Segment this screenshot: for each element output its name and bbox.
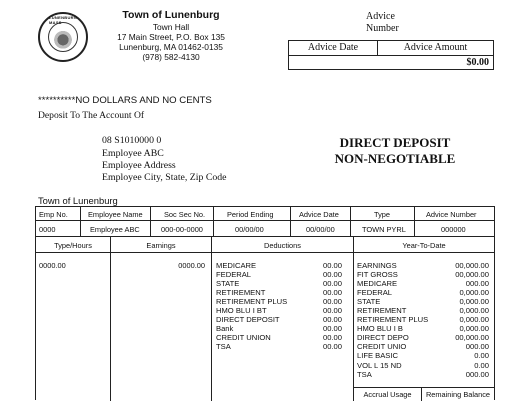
deductions-labels: MEDICARE FEDERAL STATE RETIREMENT RETIREMENT PLUS HMO BLU I BT DIRECT DEPOSIT Bank CREDIT UNION TSA — [216, 261, 288, 352]
col-employee-name: Employee Name — [88, 210, 143, 219]
val-employee-name: Employee ABC — [90, 225, 140, 234]
section-year-to-date: Year-To-Date — [402, 241, 446, 250]
advice-amount-header: Advice Amount — [403, 42, 468, 53]
accrual-usage-label: Accrual Usage — [363, 390, 412, 399]
val-emp-no: 0000 — [39, 225, 56, 234]
town-seal-icon — [38, 12, 88, 62]
val-soc-sec-no: 000-00-0000 — [161, 225, 203, 234]
town-dept: Town Hall — [152, 22, 190, 32]
seal-text: LUNENBURG MASS — [49, 15, 78, 25]
advice-date-header: Advice Date — [307, 42, 359, 53]
col-type: Type — [374, 210, 391, 219]
col-advice-number: Advice Number — [426, 210, 477, 219]
advice-label: Advice — [366, 11, 395, 22]
seal-emblem-icon — [48, 22, 78, 52]
ytd-values: 00,000.00 00,000.00 000.00 0,000.00 0,000.00 0,000.00 0,000.00 0,000.00 00,000.00 000.00 0.00 0.00 000.00 — [455, 261, 489, 379]
col-period-ending: Period Ending — [227, 210, 274, 219]
direct-deposit-notice: DIRECT DEPOSIT — [339, 135, 451, 150]
account-address: Employee Address — [102, 160, 176, 171]
town-city: Lunenburg, MA 01462-0135 — [119, 42, 223, 52]
town-street: 17 Main Street, P.O. Box 135 — [117, 32, 225, 42]
remaining-balance-label: Remaining Balance — [425, 390, 491, 399]
town-name: Town of Lunenburg — [122, 9, 220, 21]
type-hours-value: 0000.00 — [39, 261, 66, 270]
col-soc-sec-no: Soc Sec No. — [164, 210, 206, 219]
val-period-ending: 00/00/00 — [235, 225, 264, 234]
advice-box — [288, 40, 494, 70]
town-phone: (978) 582-4130 — [142, 52, 200, 62]
stub-title: Town of Lunenburg — [38, 195, 118, 206]
advice-number-label: Number — [366, 23, 399, 34]
advice-amount: $0.00 — [466, 57, 489, 68]
section-type-hours: Type/Hours — [54, 241, 92, 250]
non-negotiable-notice: NON-NEGOTIABLE — [334, 151, 456, 166]
col-emp-no: Emp No. — [39, 210, 68, 219]
deposit-to-label: Deposit To The Account Of — [38, 110, 145, 121]
deductions-values: 00.00 00.00 00.00 00.00 00.00 00.00 00.00 00.00 00.00 00.00 — [322, 261, 342, 352]
ytd-labels: EARNINGS FIT GROSS MEDICARE FEDERAL STATE RETIREMENT RETIREMENT PLUS HMO BLU I B DIRECT DEPO CREDIT UNIO LIFE BASIC VOL L 15 ND TSA — [357, 261, 429, 379]
val-type: TOWN PYRL — [362, 225, 406, 234]
account-number: 08 S1010000 0 — [102, 135, 162, 146]
earnings-value: 0000.00 — [178, 261, 205, 270]
section-earnings: Earnings — [146, 241, 176, 250]
amount-in-words: **********NO DOLLARS AND NO CENTS — [38, 95, 212, 106]
account-city: Employee City, State, Zip Code — [102, 172, 227, 183]
account-name: Employee ABC — [102, 148, 164, 159]
section-deductions: Deductions — [264, 241, 301, 250]
val-advice-number: 000000 — [441, 225, 466, 234]
pay-stub-table — [35, 206, 495, 400]
val-advice-date: 00/00/00 — [306, 225, 335, 234]
col-advice-date: Advice Date — [299, 210, 339, 219]
